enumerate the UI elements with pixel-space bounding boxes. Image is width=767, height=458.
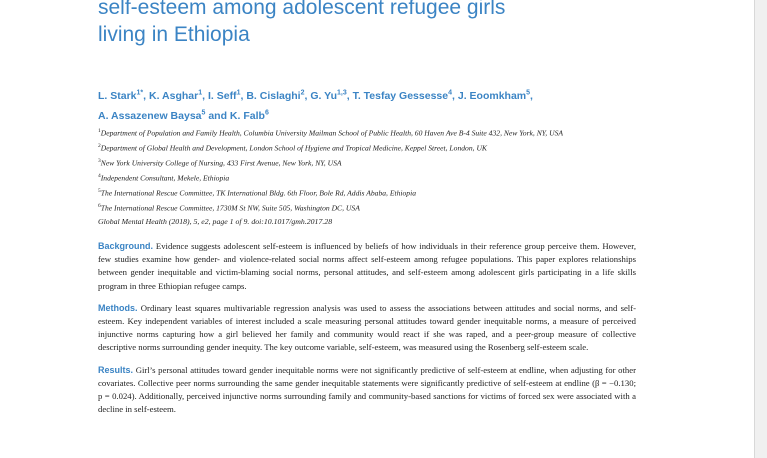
journal-citation: Global Mental Health (2018), 5, e2, page 1 of 9. doi:10.1017/gmh.2017.28 [98,217,333,226]
author: B. Cislaghi$^2$, [246,89,311,102]
author: L. Stark$^{1*}$, [98,89,149,102]
background-text: Evidence suggests adolescent self-esteem is influenced by beliefs of how individuals in their reference group perceive them. However, few studies examine how gender- and violence-related social norms affect self-esteem among refugee populations. This paper explores relationships between gender inequitable and victim-blaming social norms, personal attitudes, and self-esteem among adolescent girls participating in a life skills program in three Ethiopian refugee camps. [98,241,636,291]
abstract [98,240,636,425]
results-text: Girl’s personal attitudes toward gender inequitable norms were not significantly predictive of self-esteem at endline, when adjusting for other covariates. Collective peer norms surrounding the same gender inequitable statements were significantly predictive of self-esteem at endline (β = −0.130; p = 0.024). Additionally, perceived injunctive norms surrounding family and community-based sanctions for victims of forced sex were associated with a decline in self-esteem. [98,364,637,415]
author: T. Tesfay Gessesse$^4$, [352,89,458,102]
background-heading: Background. [98,241,154,251]
affiliation: $^4$Independent Consultant, Mekele, Ethiopia [98,173,230,183]
methods-heading: Methods. [98,302,138,313]
affiliation: $^6$The International Rescue Committee, 1730M St NW, Suite 505, Washington DC, USA [98,203,360,213]
author: I. Seff$^1$, [207,89,247,102]
affiliation-list [98,125,658,215]
abstract-background [98,240,636,293]
results-heading: Results. [98,364,134,375]
title-line-2: living in Ethiopia [98,23,250,46]
paper-title [98,0,658,48]
author: G. Yu$^{1,3}$, [310,89,353,102]
affiliation: $^1$Department of Population and Family Health, Columbia University Mailman School of Public Health, 60 Haven Ave B-4 Suite 432, New York, NY, USA [98,128,564,138]
title-line-1: self-esteem among adolescent refugee girls [98,0,506,19]
affiliation: $^5$The International Rescue Committee, TK International Bldg. 6th Floor, Bole Rd, Addis Ababa, Ethiopia [98,188,417,198]
author: J. Eoomkham$^5$, [457,89,533,102]
author: K. Asghar$^1$, [149,89,208,102]
author: K. Falb$^6$ [229,109,269,122]
affiliation: $^2$Department of Global Health and Development, London School of Hygiene and Tropical Medicine, Keppel Street, London, UK [98,143,487,153]
affiliation: $^3$New York University College of Nursing, 433 First Avenue, New York, NY, USA [98,158,342,168]
methods-text: Ordinary least squares multivariable regression analysis was used to assess the associations between attitudes and social norms, and self-esteem. Key independent variables of interest included a scale measuring personal attitudes toward gender inequitable norms, a measure of perceived injunctive norms capturing how a girl believed her family and community would react if she was raped, and a peer-group measure of collective descriptive norms surrounding gender inequity. The key outcome variable, self-esteem, was measured using the Rosenberg self-esteem scale. [98,302,637,353]
vertical-scrollbar[interactable] [754,0,767,458]
author-list [98,84,658,125]
abstract-results [98,364,636,417]
author: A. Assazenew Baysa$^5$ and [98,109,230,122]
abstract-methods [98,302,636,355]
